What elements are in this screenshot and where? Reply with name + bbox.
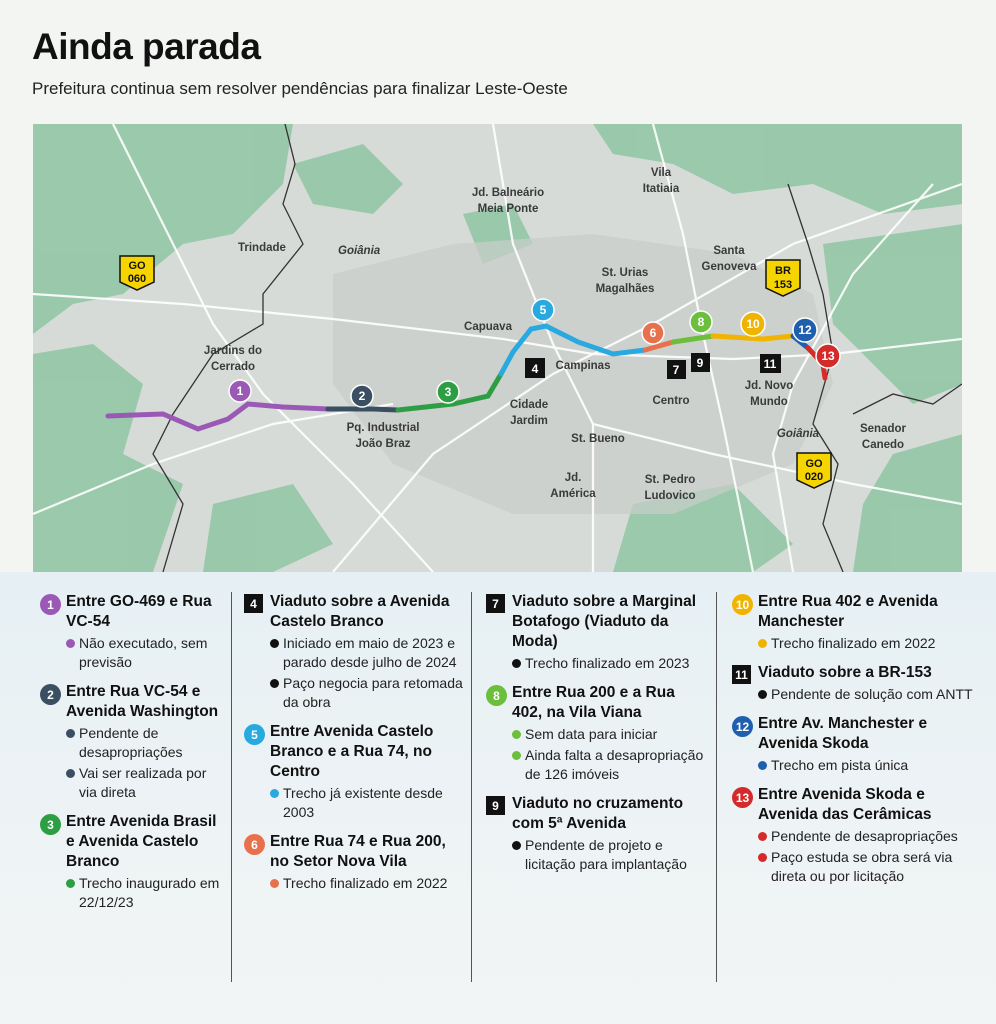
label-cidade-2: Jardim [510,415,548,427]
marker-5 [532,299,554,321]
shield-go060-line2: 060 [127,273,147,285]
marker-10 [741,312,765,336]
marker-3-label: 3 [444,385,452,399]
label-santa-1: Santa [713,245,745,257]
divider-2 [471,592,472,982]
shield-br153 [766,260,800,296]
marker-7 [667,360,686,379]
marker-9-label: 9 [696,356,704,370]
legend-item-title: Entre Rua 74 e Rua 200, no Setor Nova Vila [270,833,446,870]
marker-8-label: 8 [697,315,705,329]
label-jdamerica-1: Jd. [564,472,582,484]
legend-item-title: Entre Rua 402 e Avenida Manchester [758,593,938,630]
marker-13-label: 13 [821,349,835,363]
legend-note [66,724,228,762]
legend-number-badge: 4 [244,594,263,613]
marker-10-label: 10 [746,317,760,331]
marker-3 [437,381,459,403]
legend-note-text: Não executado, sem previsão [79,635,208,670]
legend-number-badge: 8 [486,685,507,706]
legend-item-5 [240,722,466,822]
bullet-dot-icon [512,751,521,760]
legend-item-13 [728,785,980,886]
legend-note-text: Sem data para iniciar [525,726,658,742]
bullet-dot-icon [270,639,279,648]
label-cidade-1: Cidade [509,399,549,411]
bullet-dot-icon [512,659,521,668]
shield-go060 [120,256,154,290]
marker-8 [690,311,712,333]
marker-12 [793,318,817,342]
legend-note-text: Vai ser realizada por via direta [79,765,207,800]
marker-2 [351,385,373,407]
legend-column-2 [240,592,466,903]
marker-6 [642,322,664,344]
legend-item-12 [728,714,980,775]
marker-2-label: 2 [358,389,366,403]
legend-note [758,634,980,653]
label-santa-2: Genoveva [701,261,757,273]
label-capuava: Capuava [464,321,512,333]
legend-number-badge: 12 [732,716,753,737]
label-jardins-1: Jardins do [203,345,263,357]
bullet-dot-icon [758,832,767,841]
legend-item-8 [482,683,706,784]
label-pq-1: Pq. Industrial [346,422,420,434]
shield-go060-line1: GO [128,260,146,272]
bullet-dot-icon [270,879,279,888]
marker-4-label: 4 [531,362,539,376]
legend-item-title: Viaduto sobre a BR-153 [758,664,932,681]
legend-column-4 [728,592,980,896]
label-trindade: Trindade [238,242,286,254]
legend-item-title: Viaduto sobre a Avenida Castelo Branco [270,593,450,630]
shield-br153-line2: 153 [773,279,793,291]
label-stbueno: St. Bueno [571,433,625,445]
legend-item-title: Entre Avenida Brasil e Avenida Castelo Branco [66,813,217,870]
legend-note-text: Trecho em pista única [771,757,909,773]
marker-11-label: 11 [763,357,777,371]
legend-item-title: Viaduto no cruzamento com 5ª Avenida [512,795,684,832]
legend-note [758,685,980,704]
bullet-dot-icon [758,761,767,770]
legend-note [270,674,466,712]
legend-note-text: Trecho já existente desde 2003 [283,785,443,820]
bullet-dot-icon [758,690,767,699]
label-vila-1: Vila [650,167,672,179]
legend-item-1 [36,592,228,672]
shield-go020-line2: 020 [804,471,824,483]
legend-note [758,848,980,886]
marker-4 [525,358,545,378]
marker-6-label: 6 [649,326,657,340]
legend-item-2 [36,682,228,802]
marker-13 [816,344,840,368]
label-jardins-2: Cerrado [210,361,256,373]
label-centro: Centro [652,395,690,407]
legend-item-7 [482,592,706,673]
marker-1 [229,380,251,402]
shield-go020 [797,453,831,488]
label-balneario-2: Meia Ponte [477,203,539,215]
bullet-dot-icon [270,789,279,798]
legend-item-title: Entre Avenida Skoda e Avenida das Cerâmicas [758,786,932,823]
label-campinas: Campinas [555,360,611,372]
legend-item-11 [728,663,980,704]
legend-note-text: Trecho inaugurado em 22/12/23 [79,875,220,910]
divider-1 [231,592,232,982]
legend-item-title: Entre Avenida Castelo Branco e a Rua 74, no Centro [270,723,434,780]
marker-9 [691,353,710,372]
label-stpedro-1: St. Pedro [644,474,696,486]
legend-column-3 [482,592,706,884]
legend-item-3 [36,812,228,912]
legend-note-text: Trecho finalizado em 2022 [283,875,448,891]
label-vila-2: Itatiaia [642,183,680,195]
legend-note [270,634,466,672]
bullet-dot-icon [512,730,521,739]
legend-note [66,764,228,802]
label-goiania-east: Goiânia [776,428,820,440]
marker-7-label: 7 [672,363,680,377]
label-urias-1: St. Urias [601,267,649,279]
label-urias-2: Magalhães [595,283,655,295]
bullet-dot-icon [66,729,75,738]
bullet-dot-icon [512,841,521,850]
legend-item-title: Entre GO-469 e Rua VC-54 [66,593,212,630]
shield-br153-line1: BR [775,265,791,277]
legend-note-text: Pendente de desapropriações [771,828,958,844]
page-subtitle: Prefeitura continua sem resolver pendências para finalizar Leste-Oeste [32,79,568,98]
label-balneario-1: Jd. Balneário [471,187,545,199]
bullet-dot-icon [66,879,75,888]
legend-number-badge: 2 [40,684,61,705]
legend-item-9 [482,794,706,874]
marker-1-label: 1 [236,384,244,398]
legend-number-badge: 5 [244,724,265,745]
legend-note [758,756,980,775]
urban-area [333,234,833,514]
label-jdnovo-2: Mundo [750,396,788,408]
legend-number-badge: 7 [486,594,505,613]
legend-item-10 [728,592,980,653]
divider-3 [716,592,717,982]
label-goiania-west: Goiânia [338,245,381,257]
marker-12-label: 12 [798,323,812,337]
legend-column-1 [36,592,228,922]
legend-note-text: Paço estuda se obra será via direta ou por licitação [771,849,953,884]
legend-number-badge: 10 [732,594,753,615]
legend-note-text: Trecho finalizado em 2022 [771,635,936,651]
marker-5-label: 5 [539,303,547,317]
label-stpedro-2: Ludovico [644,490,696,502]
legend-note [512,654,706,673]
legend-note-text: Ainda falta a desapropriação de 126 imóveis [525,747,704,782]
route-map [33,124,962,572]
legend-note-text: Pendente de desapropriações [79,725,183,760]
legend-item-title: Viaduto sobre a Marginal Botafogo (Viaduto da Moda) [512,593,697,650]
legend-note [66,874,228,912]
legend-note [270,874,466,893]
legend-number-badge: 13 [732,787,753,808]
legend-number-badge: 9 [486,796,505,815]
legend-note-text: Pendente de projeto e licitação para implantação [525,837,687,872]
legend-note [512,836,706,874]
label-jdamerica-2: América [550,488,596,500]
page-title: Ainda parada [32,26,261,67]
label-pq-2: João Braz [355,438,411,450]
legend-number-badge: 1 [40,594,61,615]
legend-note-text: Iniciado em maio de 2023 e parado desde julho de 2024 [283,635,457,670]
legend-note-text: Pendente de solução com ANTT [771,686,973,702]
legend-item-title: Entre Av. Manchester e Avenida Skoda [758,715,928,752]
legend-note [270,784,466,822]
legend-panel [0,572,996,1024]
legend-number-badge: 11 [732,665,751,684]
legend-item-title: Entre Rua VC-54 e Avenida Washington [66,683,219,720]
segment-2 [328,409,398,410]
bullet-dot-icon [758,639,767,648]
legend-number-badge: 6 [244,834,265,855]
marker-11 [760,354,781,373]
label-senador-1: Senador [859,423,907,435]
map-canvas [33,124,962,572]
bullet-dot-icon [66,639,75,648]
legend-note-text: Trecho finalizado em 2023 [525,655,690,671]
legend-note [66,634,228,672]
legend-item-title: Entre Rua 200 e a Rua 402, na Vila Viana [512,684,675,721]
label-senador-2: Canedo [861,439,905,451]
legend-number-badge: 3 [40,814,61,835]
bullet-dot-icon [66,769,75,778]
shield-go020-line1: GO [805,458,823,470]
legend-note [512,746,706,784]
legend-item-4 [240,592,466,712]
legend-note [512,725,706,744]
legend-item-6 [240,832,466,893]
label-jdnovo-1: Jd. Novo [744,380,794,392]
legend-note-text: Paço negocia para retomada da obra [283,675,463,710]
legend-note [758,827,980,846]
bullet-dot-icon [758,853,767,862]
bullet-dot-icon [270,679,279,688]
